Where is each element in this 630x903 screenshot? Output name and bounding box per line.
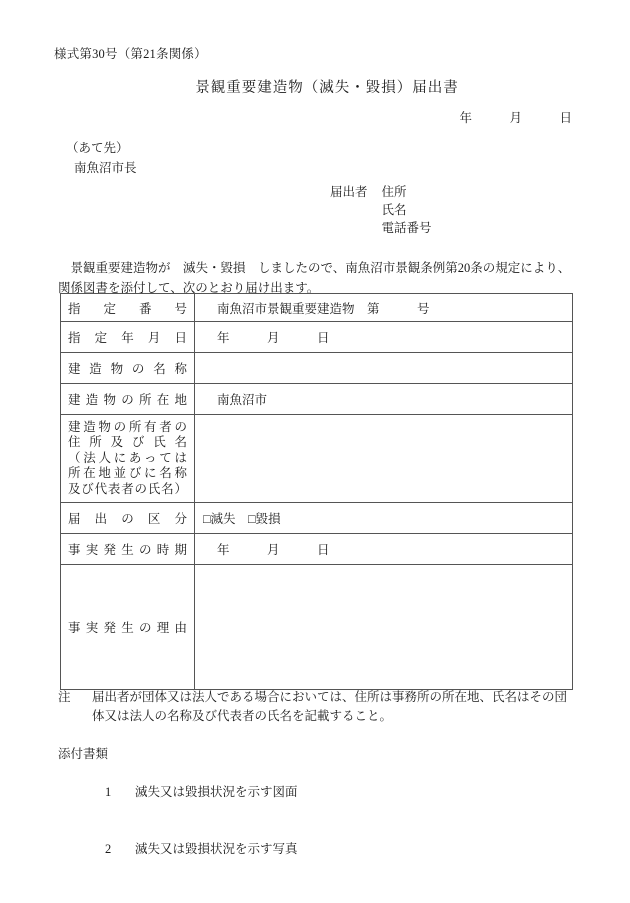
list-item <box>58 821 298 878</box>
row-value-building-location[interactable]: 南魚沼市 <box>195 384 573 415</box>
submitter-label: 届出者 <box>330 185 368 199</box>
note-mark: 注 <box>58 690 71 704</box>
declaration-table <box>60 293 573 690</box>
row-value-notification-type[interactable] <box>195 503 573 534</box>
row-label-designation-number: 指定番号 <box>61 294 195 322</box>
submitter-field-name: 氏名 <box>381 203 407 217</box>
row-value-occurrence-date[interactable]: 年 月 日 <box>195 534 573 565</box>
row-label-designation-date: 指定年月日 <box>61 322 195 353</box>
attachments-block <box>58 745 298 878</box>
table-row <box>61 534 573 565</box>
submission-date-line: 年 月 日 <box>459 111 572 125</box>
attachments-list <box>58 764 298 878</box>
row-label-building-name: 建造物の名称 <box>61 353 195 384</box>
submitter-field-phone: 電話番号 <box>381 221 432 235</box>
row-label-occurrence-date: 事実発生の時期 <box>61 534 195 565</box>
row-label-occurrence-reason: 事実発生の理由 <box>61 565 195 690</box>
attachment-text: 滅失又は毀損状況を示す図面 <box>135 785 298 799</box>
addressee-name: 南魚沼市長 <box>74 161 137 175</box>
table-row <box>61 384 573 415</box>
row-value-designation-number[interactable]: 南魚沼市景観重要建造物 第 号 <box>195 294 573 322</box>
submitter-block <box>330 183 432 237</box>
attachment-number: 2 <box>105 842 112 856</box>
table-row <box>61 353 573 384</box>
table-row <box>61 415 573 503</box>
list-item <box>58 764 298 821</box>
row-value-designation-date[interactable]: 年 月 日 <box>195 322 573 353</box>
attachment-text: 滅失又は毀損状況を示す写真 <box>135 842 298 856</box>
submitter-fields <box>382 183 432 237</box>
table-row <box>61 322 573 353</box>
note-text: 届出者が団体又は法人である場合においては、住所は事務所の所在地、氏名はその団体又は法人の名称及び代表者の氏名を記載すること。 <box>92 690 568 723</box>
row-value-building-name[interactable] <box>195 353 573 384</box>
row-value-owner-address-name[interactable] <box>195 415 573 503</box>
page-title: 景観重要建造物（滅失・毀損）届出書 <box>195 80 459 96</box>
form-number: 様式第30号（第21条関係） <box>54 47 207 61</box>
table-row <box>61 503 573 534</box>
row-label-notification-type: 届出の区分 <box>61 503 195 534</box>
row-label-building-location: 建造物の所在地 <box>61 384 195 415</box>
row-label-owner-address-name: 建造物の所有者の 住所及び氏名 （法人にあっては 所在地並びに名称 及び代表者の氏名） <box>61 415 195 503</box>
row-value-occurrence-reason[interactable] <box>195 565 573 690</box>
table-row <box>61 565 573 690</box>
attachment-number: 1 <box>105 785 112 799</box>
statement-paragraph: 景観重要建造物が 滅失・毀損 しましたので、南魚沼市景観条例第20条の規定により、関係図書を添付して、次のとおり届け出ます。 <box>58 261 571 295</box>
attachments-title: 添付書類 <box>58 747 109 761</box>
submitter-field-address: 住所 <box>381 185 407 199</box>
table-row <box>61 294 573 322</box>
addressee-block <box>66 138 137 178</box>
note-block <box>58 688 578 726</box>
addressee-label: （あて先） <box>66 141 129 155</box>
checkbox-group[interactable]: □滅失 □毀損 <box>203 512 281 526</box>
